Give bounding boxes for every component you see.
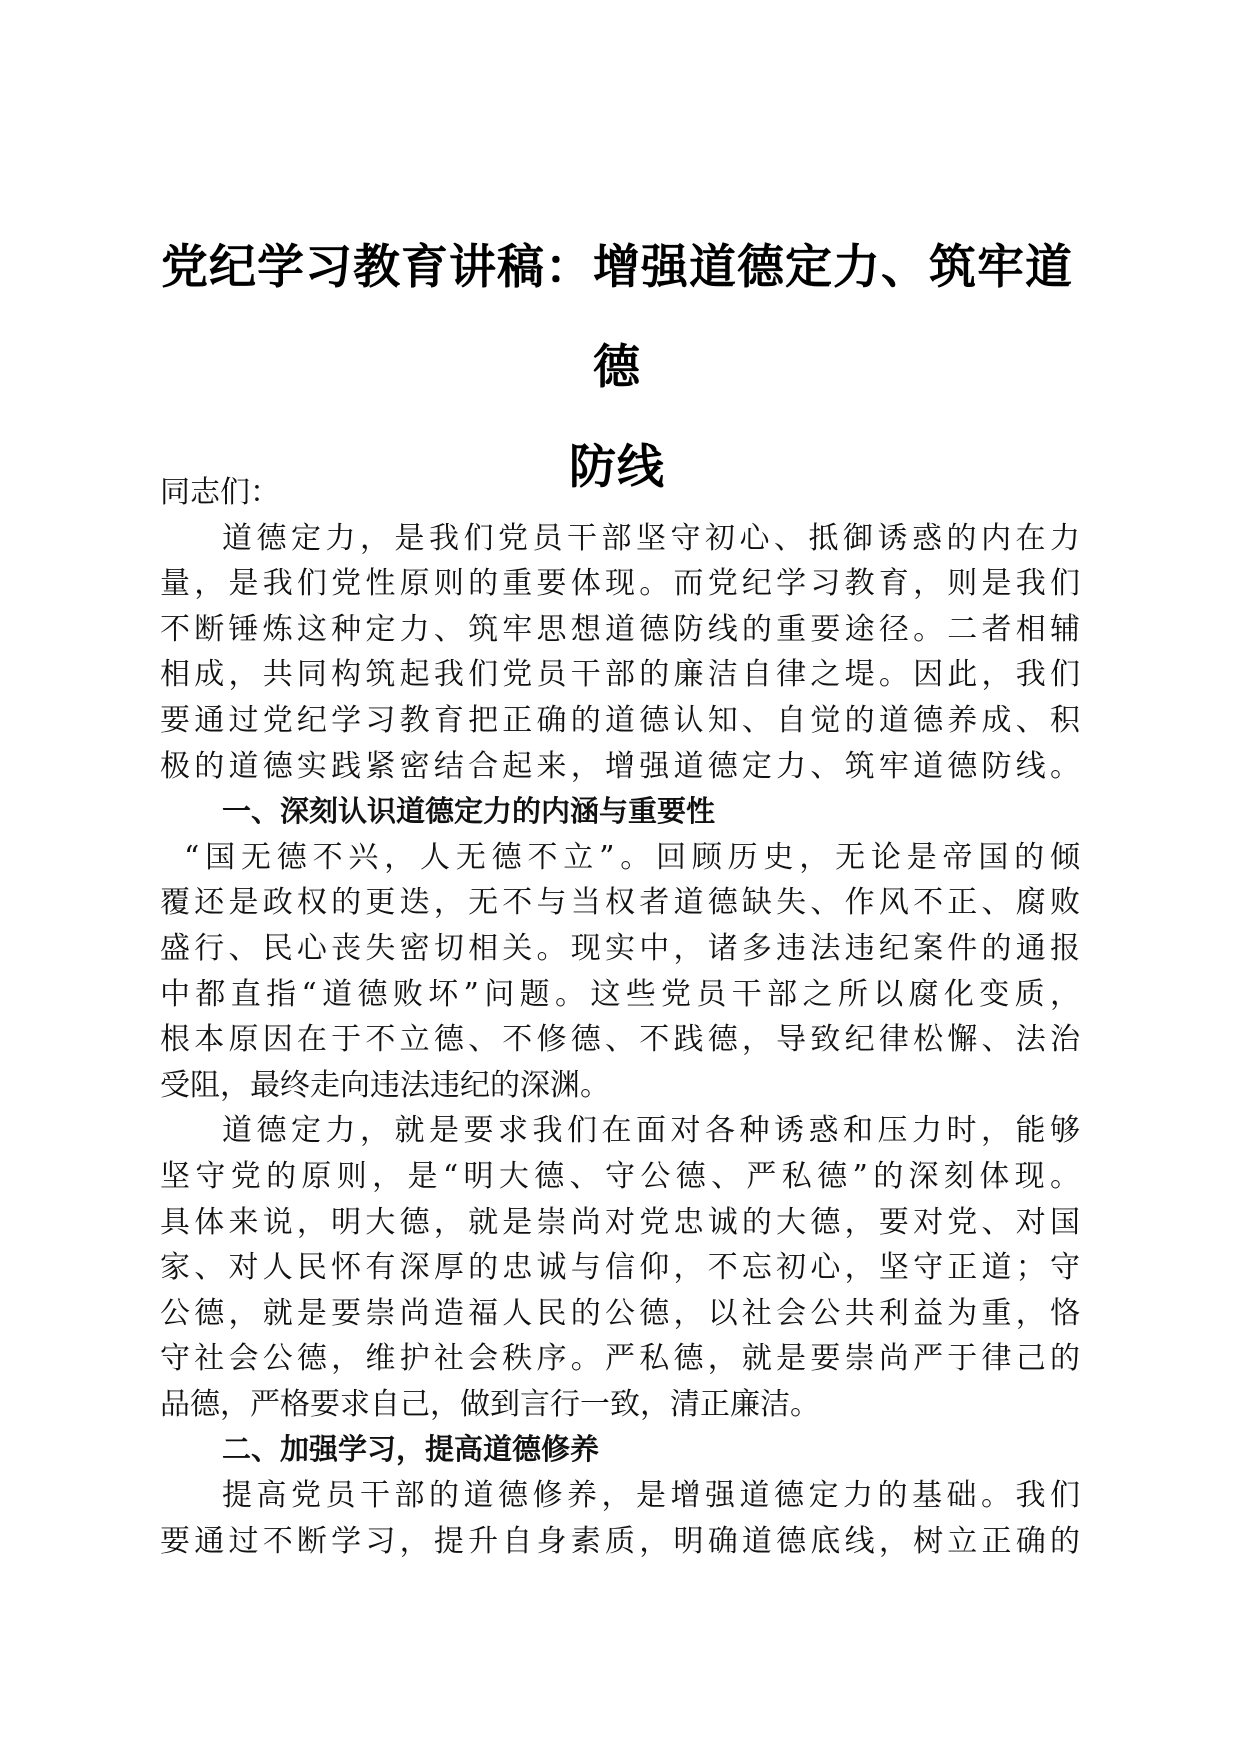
paragraph-line: 要通过党纪学习教育把正确的道德认知、自觉的道德养成、积 [160,702,1080,738]
section-2-paragraph-1 [160,1473,1080,1564]
section-1-paragraph-2 [160,1108,1080,1427]
paragraph-line: 量，是我们党性原则的重要体现。而党纪学习教育，则是我们 [160,566,1080,602]
paragraph-line: 覆还是政权的更迭，无不与当权者道德缺失、作风不正、腐败 [160,885,1080,921]
title-line-2: 防线 [569,440,665,495]
section-1-paragraph-1 [160,835,1080,1109]
paragraph-line: 盛行、民心丧失密切相关。现实中，诸多违法违纪案件的通报 [160,930,1080,966]
paragraph-line: 守社会公德，维护社会秩序。严私德，就是要崇尚严于律己的 [160,1341,1080,1377]
title-line-1: 党纪学习教育讲稿：增强道德定力、筑牢道德 [161,240,1073,395]
paragraph-line: 道德定力，就是要求我们在面对各种诱惑和压力时，能够 [222,1113,1080,1149]
paragraph-line: “国无德不兴，人无德不立”。回顾历史，无论是帝国的倾 [184,839,1080,875]
paragraph-line: 公德，就是要崇尚造福人民的公德，以社会公共利益为重，恪 [160,1295,1080,1331]
intro-paragraph [160,516,1080,790]
paragraph-line: 相成，共同构筑起我们党员干部的廉洁自律之堤。因此，我们 [160,657,1080,693]
paragraph-line: 受阻，最终走向违法违纪的深渊。 [160,1067,610,1103]
paragraph-line: 坚守党的原则，是“明大德、守公德、严私德”的深刻体现。 [160,1158,1080,1194]
paragraph-line: 中都直指“道德败坏”问题。这些党员干部之所以腐化变质， [160,976,1080,1012]
paragraph-line: 极的道德实践紧密结合起来，增强道德定力、筑牢道德防线。 [160,748,1080,784]
section-heading-1: 一、深刻认识道德定力的内涵与重要性 [222,794,716,829]
paragraph-line: 品德，严格要求自己，做到言行一致，清正廉洁。 [160,1386,820,1422]
paragraph-line: 道德定力，是我们党员干部坚守初心、抵御诱惑的内在力 [222,520,1080,556]
section-heading-2: 二、加强学习，提高道德修养 [222,1432,600,1467]
paragraph-line: 提高党员干部的道德修养，是增强道德定力的基础。我们 [222,1478,1080,1514]
paragraph-line: 家、对人民怀有深厚的忠诚与信仰，不忘初心，坚守正道；守 [160,1250,1080,1286]
salutation: 同志们： [160,475,280,510]
paragraph-line: 不断锤炼这种定力、筑牢思想道德防线的重要途径。二者相辅 [160,611,1080,647]
paragraph-line: 具体来说，明大德，就是崇尚对党忠诚的大德，要对党、对国 [160,1204,1080,1240]
paragraph-line: 根本原因在于不立德、不修德、不践德，导致纪律松懈、法治 [160,1022,1080,1058]
paragraph-line: 要通过不断学习，提升自身素质，明确道德底线，树立正确的 [160,1523,1080,1559]
document-body [160,470,1080,1564]
